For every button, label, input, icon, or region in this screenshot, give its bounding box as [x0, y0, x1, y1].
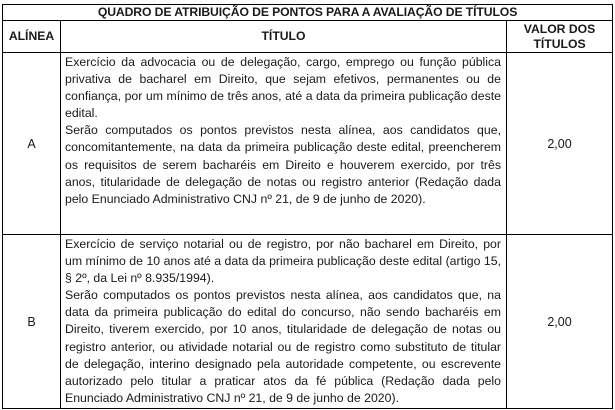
row-paragraph: Exercício da advocacia ou de delegação, cargo, emprego ou função pública privativa de bacharel em Direito, que sejam efetivos, permanentes ou de confiança, por um mínimo de três anos, até a data da primeira publicação deste edital.: [65, 55, 501, 121]
header-valor-line1: VALOR DOS: [523, 22, 596, 36]
table-row: [3, 235, 613, 409]
row-alinea: A: [3, 53, 61, 235]
row-valor: 2,00: [507, 53, 613, 235]
row-paragraph: Serão computados os pontos previstos nesta alínea, aos candidatos que, na data da primeira publicação do edital do concurso, não sendo bacharéis em Direito, tiverem exercido, por 10 anos, titularidade de delegação de notas ou registro anterior, ou atividade notarial ou de registro como substituto de titular de delegação, interino designado pela autoridade competente, ou escrevente autorizado pelo titular a praticar atos da fé pública (Redação dada pelo Enunciado Administrativo CNJ nº 21, de 9 de junho de 2020).: [65, 288, 501, 405]
table-title: QUADRO DE ATRIBUIÇÃO DE PONTOS PARA A AVALIAÇÃO DE TÍTULOS: [3, 5, 613, 21]
row-paragraph: Exercício de serviço notarial ou de registro, por não bacharel em Direito, por um mínimo de 10 anos até a data da primeira publicação deste edital (artigo 15, § 2º, da Lei nº 8.935/1994).: [65, 237, 501, 286]
titles-scoring-table: [2, 4, 613, 409]
table-title-row: [3, 5, 613, 21]
header-valor: [507, 21, 613, 53]
table-row: [3, 53, 613, 235]
row-titulo: [61, 235, 507, 409]
header-row: [3, 21, 613, 53]
row-alinea: B: [3, 235, 61, 409]
header-valor-line2: TÍTULOS: [533, 36, 586, 51]
row-paragraph: Serão computados os pontos previstos nesta alínea, aos candidatos que, concomitantemente, na data da primeira publicação deste edital, preencherem os requisitos de serem bacharéis em Direito e houverem exercido, por três anos, titularidade de delegação de notas ou registro anterior (Redação dada pelo Enunciado Administrativo CNJ nº 21, de 9 de junho de 2020).: [65, 123, 501, 206]
row-valor: 2,00: [507, 235, 613, 409]
header-titulo: TÍTULO: [61, 21, 507, 53]
header-alinea: ALÍNEA: [3, 21, 61, 53]
row-titulo: [61, 53, 507, 235]
